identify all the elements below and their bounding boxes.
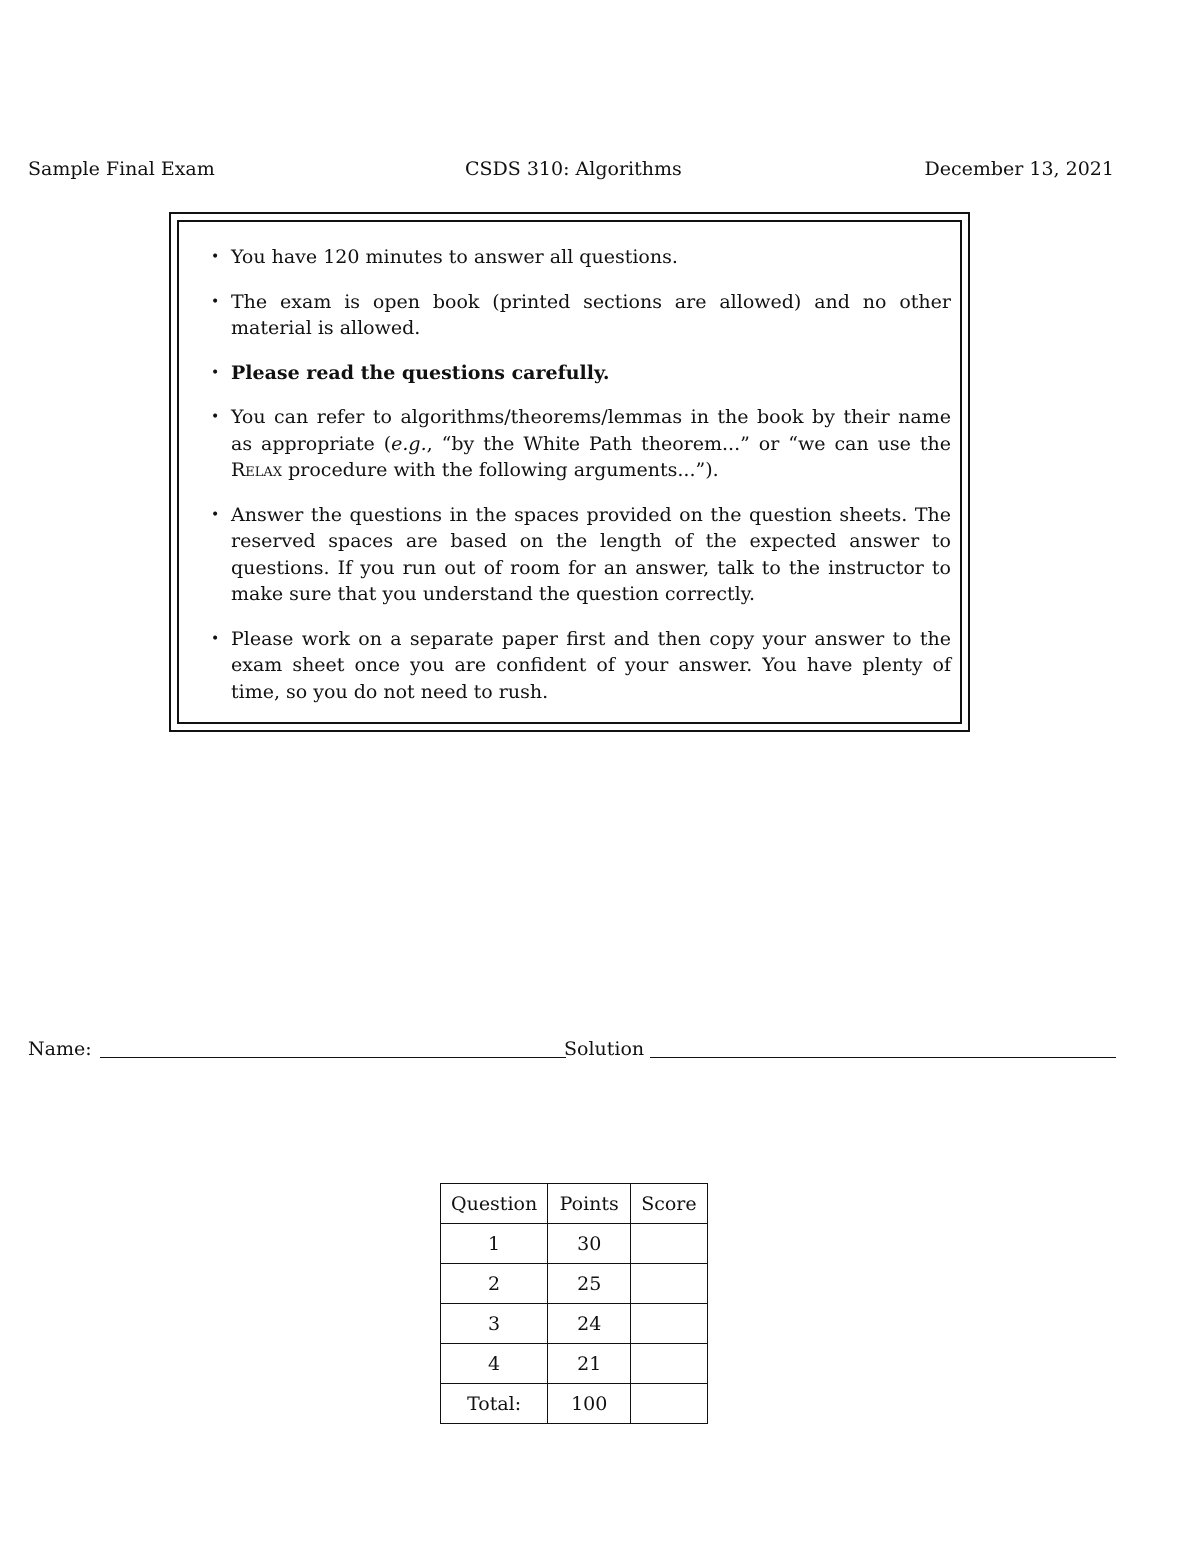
- question-score: [631, 1344, 707, 1384]
- instruction-text: Please work on a separate paper first and then copy your answer to the exam sheet once you are confident of your answer. You have plenty of time, so you do not need to rush.: [231, 627, 951, 703]
- bullet-icon: •: [211, 249, 220, 265]
- bullet-icon: •: [211, 293, 220, 310]
- page-header: [28, 158, 1114, 184]
- instruction-item: [211, 626, 951, 706]
- exam-title: Sample Final Exam: [28, 158, 215, 180]
- question-points: 25: [548, 1264, 631, 1304]
- header-question: Question: [441, 1184, 548, 1224]
- instruction-item: [211, 404, 951, 484]
- instruction-item: [211, 289, 951, 342]
- header-points: Points: [548, 1184, 631, 1224]
- bullet-icon: •: [211, 630, 220, 647]
- header-score: Score: [631, 1184, 707, 1224]
- instruction-text-part: , “by the White Path theorem...” or “we can use the: [426, 432, 951, 455]
- instruction-item: [211, 502, 951, 608]
- question-score: [631, 1304, 707, 1344]
- question-number: 4: [441, 1344, 548, 1384]
- table-header-row: [441, 1184, 708, 1224]
- instruction-text-part: procedure with the following arguments...”).: [282, 459, 719, 481]
- relax-procedure-name: Relax: [231, 459, 283, 481]
- question-number: 3: [441, 1304, 548, 1344]
- instruction-eg: e.g.: [391, 432, 427, 455]
- instruction-text: Please read the questions carefully.: [231, 361, 610, 384]
- table-row: [441, 1344, 708, 1384]
- table-row: [441, 1264, 708, 1304]
- instructions-list: [211, 244, 951, 723]
- question-points: 30: [548, 1224, 631, 1264]
- question-score: [631, 1224, 707, 1264]
- bullet-icon: •: [211, 409, 220, 425]
- instruction-item: [211, 360, 951, 387]
- instruction-text-part: You can refer to algorithms/theorems/lemmas in the book by their name as appropriate (: [231, 406, 951, 455]
- table-row: [441, 1304, 708, 1344]
- name-underline-right: [650, 1057, 1116, 1058]
- exam-date: December 13, 2021: [924, 158, 1114, 180]
- question-number: 1: [441, 1224, 548, 1264]
- name-underline-left: [100, 1057, 566, 1058]
- question-points: 24: [548, 1304, 631, 1344]
- bullet-icon: •: [211, 364, 220, 381]
- table-row: [441, 1224, 708, 1264]
- total-score: [631, 1384, 707, 1424]
- question-number: 2: [441, 1264, 548, 1304]
- course-title: CSDS 310: Algorithms: [465, 158, 682, 180]
- name-label: Name:: [28, 1038, 92, 1060]
- instruction-text: The exam is open book (printed sections are allowed) and no other material is allowed.: [231, 290, 951, 339]
- total-label: Total:: [441, 1384, 548, 1424]
- question-score: [631, 1264, 707, 1304]
- score-table: [440, 1183, 708, 1424]
- instruction-text: You have 120 minutes to answer all questions.: [231, 246, 678, 268]
- instruction-text: Answer the questions in the spaces provided on the question sheets. The reserved spaces are based on the length of the expected answer to questions. If you run out of room for an answer, talk to the instructor to make sure that you understand the question correctly.: [231, 503, 951, 605]
- name-field: [28, 1038, 1118, 1064]
- total-points: 100: [548, 1384, 631, 1424]
- table-total-row: [441, 1384, 708, 1424]
- bullet-icon: •: [211, 506, 220, 523]
- question-points: 21: [548, 1344, 631, 1384]
- instructions-box: [169, 212, 970, 732]
- instruction-item: [211, 244, 951, 271]
- name-value: Solution: [564, 1038, 645, 1060]
